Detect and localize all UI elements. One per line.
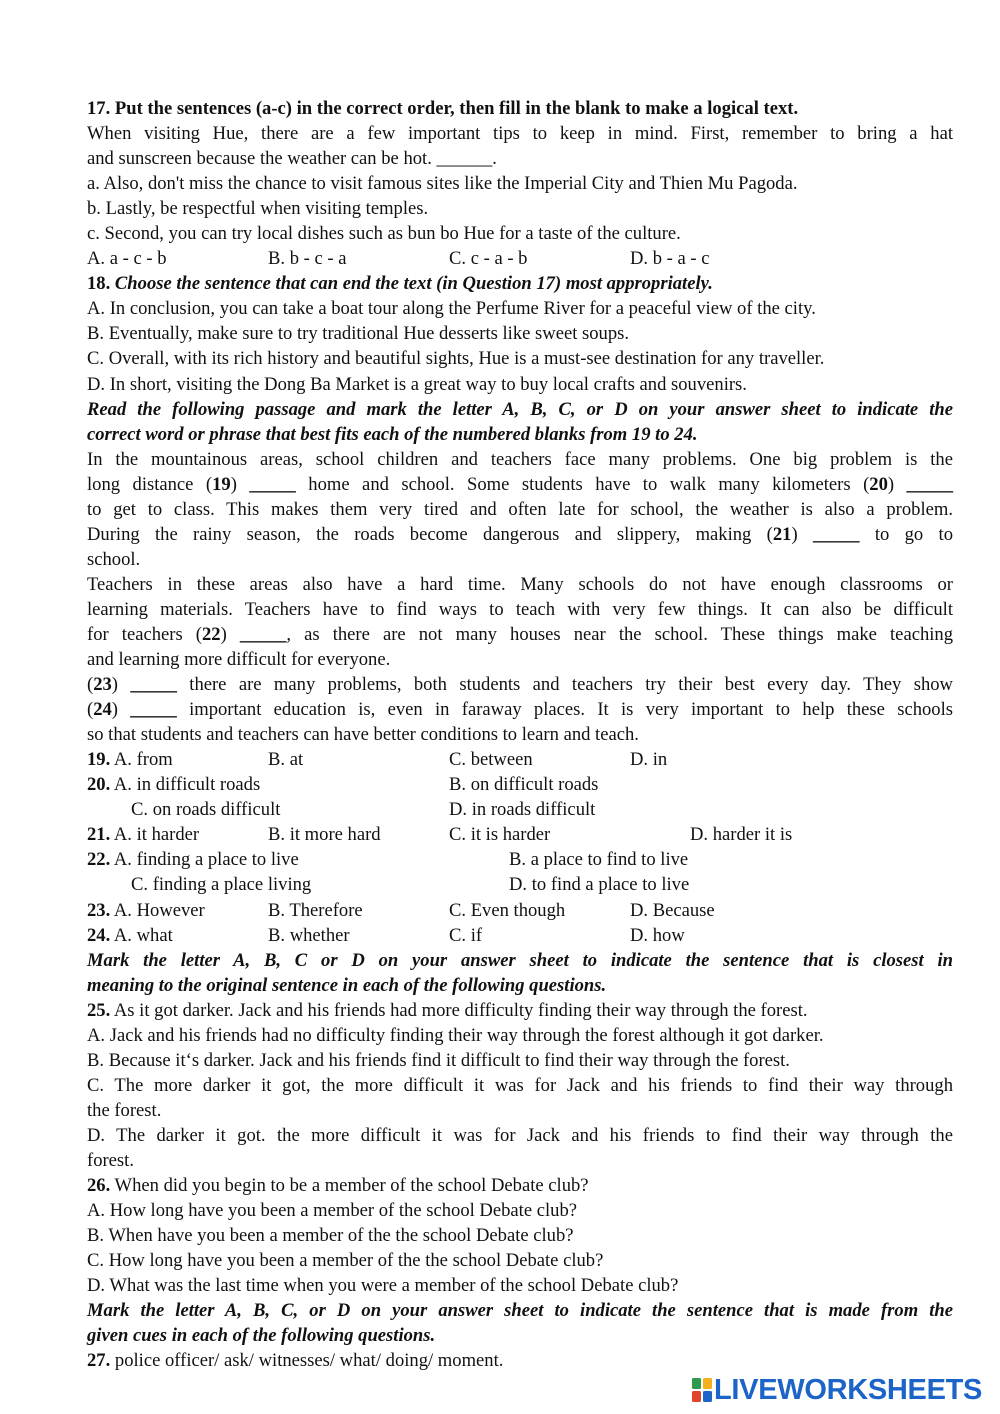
passage-line: During the rainy season, the roads become dangerous and slippery, making (21) _____ to go to bbox=[87, 523, 954, 545]
q21-option-c[interactable]: C. it is harder bbox=[449, 824, 551, 846]
q17-sentence-b: b. Lastly, be respectful when visiting temples. bbox=[87, 198, 429, 220]
q22-option-a[interactable]: A. finding a place to live bbox=[113, 849, 299, 871]
q17-option-d[interactable]: D. b - a - c bbox=[630, 248, 710, 270]
q22-number: 22. bbox=[87, 849, 111, 871]
q21-option-b[interactable]: B. it more hard bbox=[268, 824, 381, 846]
q25-option-d-cont[interactable]: forest. bbox=[87, 1149, 134, 1171]
q23-option-d[interactable]: D. Because bbox=[630, 899, 715, 921]
q26-prompt-line bbox=[87, 1173, 953, 1198]
q26-prompt: When did you begin to be a member of the school Debate club? bbox=[110, 1175, 589, 1197]
blank-number-21: 21 bbox=[772, 523, 792, 545]
q17-sentence-a: a. Also, don't miss the chance to visit famous sites like the Imperial City and Thien Mu Pagoda. bbox=[87, 173, 798, 195]
cues-instruction-line1: Mark the letter A, B, C, or D on your answer sheet to indicate the sentence that is made from the bbox=[87, 1300, 953, 1322]
q21-number: 21. bbox=[87, 824, 111, 846]
q26-option-b[interactable]: B. When have you been a member of the the school Debate club? bbox=[87, 1225, 574, 1247]
q17-options bbox=[87, 246, 953, 271]
q25-option-d[interactable]: D. The darker it got. the more difficult it was for Jack and his friends to find their way through the bbox=[87, 1124, 953, 1146]
q23-option-c[interactable]: C. Even though bbox=[449, 899, 566, 921]
blank-number-19: 19 bbox=[212, 473, 231, 495]
q24-row bbox=[87, 923, 953, 948]
q27-number: 27. bbox=[87, 1350, 111, 1372]
q18-heading bbox=[87, 271, 953, 296]
q26-option-c[interactable]: C. How long have you been a member of the the school Debate club? bbox=[87, 1250, 604, 1272]
q25-option-a[interactable]: A. Jack and his friends had no difficulty finding their way through the forest although it got darker. bbox=[87, 1024, 824, 1046]
q23-number: 23. bbox=[87, 899, 111, 921]
q25-option-c-cont[interactable]: the forest. bbox=[87, 1099, 162, 1121]
passage-line: learning materials. Teachers have to find ways to teach with very few things. It can also be difficult bbox=[87, 598, 953, 620]
q20-option-d[interactable]: D. in roads difficult bbox=[449, 799, 596, 821]
q20-option-c[interactable]: C. on roads difficult bbox=[131, 799, 281, 821]
q25-number: 25. bbox=[87, 999, 111, 1021]
q17-option-a[interactable]: A. a - c - b bbox=[87, 248, 167, 270]
blank-number-22: 22 bbox=[201, 623, 221, 645]
q27-prompt: police officer/ ask/ witnesses/ what/ doing/ moment. bbox=[110, 1350, 504, 1372]
q22-option-d[interactable]: D. to find a place to live bbox=[509, 874, 690, 896]
passage-line: so that students and teachers can have better conditions to learn and teach. bbox=[87, 724, 639, 746]
q22-row1 bbox=[87, 847, 953, 872]
q17-option-b[interactable]: B. b - c - a bbox=[268, 248, 347, 270]
q24-option-c[interactable]: C. if bbox=[449, 924, 483, 946]
q17-intro-line2: and sunscreen because the weather can be hot. ______. bbox=[87, 148, 497, 170]
q24-number: 24. bbox=[87, 924, 111, 946]
q22-option-b[interactable]: B. a place to find to live bbox=[509, 849, 689, 871]
blank-21[interactable]: _____ bbox=[813, 523, 860, 545]
q25-option-b[interactable]: B. Because it‘s darker. Jack and his friends find it difficult to find their way through the forest. bbox=[87, 1049, 790, 1071]
q25-prompt-line bbox=[87, 998, 953, 1023]
blank-number-23: 23 bbox=[93, 674, 112, 696]
q26-option-a[interactable]: A. How long have you been a member of the school Debate club? bbox=[87, 1200, 577, 1222]
q22-option-c[interactable]: C. finding a place living bbox=[131, 874, 312, 896]
passage-line: (24) _____ important education is, even in faraway places. It is very important to help these schools bbox=[87, 699, 953, 721]
liveworksheets-logo-text: LIVEWORKSHEETS bbox=[714, 1373, 983, 1406]
passage-line: for teachers (22) _____, as there are not many houses near the school. These things make teaching bbox=[87, 623, 954, 645]
q21-row bbox=[87, 822, 953, 847]
q21-option-d[interactable]: D. harder it is bbox=[690, 824, 793, 846]
blank-24[interactable]: _____ bbox=[130, 699, 177, 721]
q22-row2 bbox=[87, 872, 953, 897]
q21-option-a[interactable]: A. it harder bbox=[113, 824, 200, 846]
liveworksheets-logo-icon bbox=[692, 1378, 712, 1402]
q19-option-c[interactable]: C. between bbox=[449, 749, 533, 771]
q25-prompt: As it got darker. Jack and his friends had more difficulty finding their way through the forest. bbox=[110, 999, 808, 1021]
q20-row1 bbox=[87, 772, 953, 797]
blank-19[interactable]: _____ bbox=[249, 473, 296, 495]
q24-option-d[interactable]: D. how bbox=[630, 924, 685, 946]
passage-line: school. bbox=[87, 548, 141, 570]
q24-option-a[interactable]: A. what bbox=[113, 924, 173, 946]
q24-option-b[interactable]: B. whether bbox=[268, 924, 350, 946]
passage-line: (23) _____ there are many problems, both students and teachers try their best every day. They show bbox=[87, 674, 953, 696]
q19-row bbox=[87, 747, 953, 772]
blank-20[interactable]: _____ bbox=[906, 473, 953, 495]
q27-prompt-line bbox=[87, 1348, 953, 1373]
q25-option-c[interactable]: C. The more darker it got, the more difficult it was for Jack and his friends to find their way through bbox=[87, 1074, 953, 1096]
q18-prompt: Choose the sentence that can end the text (in Question 17) most appropriately. bbox=[114, 273, 713, 295]
q23-row bbox=[87, 898, 953, 923]
q20-number: 20. bbox=[87, 774, 111, 796]
passage-instruction-line2: correct word or phrase that best fits each of the numbered blanks from 19 to 24. bbox=[87, 423, 698, 445]
q18-option-b[interactable]: B. Eventually, make sure to try traditional Hue desserts like sweet soups. bbox=[87, 323, 630, 345]
q19-option-d[interactable]: D. in bbox=[630, 749, 668, 771]
passage-line: and learning more difficult for everyone. bbox=[87, 649, 391, 671]
passage-line: long distance (19) _____ home and school. Some students have to walk many kilometers (20) _____ bbox=[87, 473, 953, 495]
q18-number: 18. bbox=[87, 273, 111, 295]
q17-sentence-c: c. Second, you can try local dishes such as bun bo Hue for a taste of the culture. bbox=[87, 223, 681, 245]
blank-number-20: 20 bbox=[869, 473, 888, 495]
passage-line: Teachers in these areas also have a hard time. Many schools do not have enough classrooms or bbox=[87, 573, 953, 595]
q20-option-b[interactable]: B. on difficult roads bbox=[449, 774, 599, 796]
worksheet-page bbox=[87, 96, 953, 1373]
cues-instruction-line2: given cues in each of the following questions. bbox=[87, 1325, 436, 1347]
q19-number: 19. bbox=[87, 749, 111, 771]
q23-option-a[interactable]: A. However bbox=[113, 899, 205, 921]
blank-number-24: 24 bbox=[93, 699, 112, 721]
q19-option-a[interactable]: A. from bbox=[113, 749, 173, 771]
q18-option-a[interactable]: A. In conclusion, you can take a boat tour along the Perfume River for a peaceful view of the city. bbox=[87, 298, 816, 320]
q17-option-c[interactable]: C. c - a - b bbox=[449, 248, 528, 270]
q20-option-a[interactable]: A. in difficult roads bbox=[113, 774, 261, 796]
q26-number: 26. bbox=[87, 1175, 111, 1197]
q26-option-d[interactable]: D. What was the last time when you were a member of the school Debate club? bbox=[87, 1275, 679, 1297]
blank-22[interactable]: _____ bbox=[239, 623, 287, 645]
q17-intro-line1: When visiting Hue, there are a few important tips to keep in mind. First, remember to bring a hat bbox=[87, 123, 953, 145]
liveworksheets-logo[interactable] bbox=[692, 1373, 983, 1406]
q17-heading: 17. Put the sentences (a-c) in the correct order, then fill in the blank to make a logical text. bbox=[87, 98, 799, 119]
passage-line: In the mountainous areas, school children and teachers face many problems. One big problem is the bbox=[87, 448, 953, 470]
q18-option-d[interactable]: D. In short, visiting the Dong Ba Market is a great way to buy local crafts and souvenirs. bbox=[87, 373, 747, 395]
closest-instruction-line2: meaning to the original sentence in each of the following questions. bbox=[87, 974, 607, 996]
passage-instruction-line1: Read the following passage and mark the letter A, B, C, or D on your answer sheet to indicate the bbox=[87, 398, 953, 420]
q23-option-b[interactable]: B. Therefore bbox=[268, 899, 363, 921]
q18-option-c[interactable]: C. Overall, with its rich history and beautiful sights, Hue is a must-see destination for any traveller. bbox=[87, 348, 825, 370]
q20-row2 bbox=[87, 797, 953, 822]
closest-instruction-line1: Mark the letter A, B, C or D on your answer sheet to indicate the sentence that is closest in bbox=[87, 949, 953, 971]
blank-23[interactable]: _____ bbox=[130, 674, 177, 696]
passage-line: to get to class. This makes them very tired and often late for school, the weather is also a problem. bbox=[87, 498, 953, 520]
q19-option-b[interactable]: B. at bbox=[268, 749, 304, 771]
